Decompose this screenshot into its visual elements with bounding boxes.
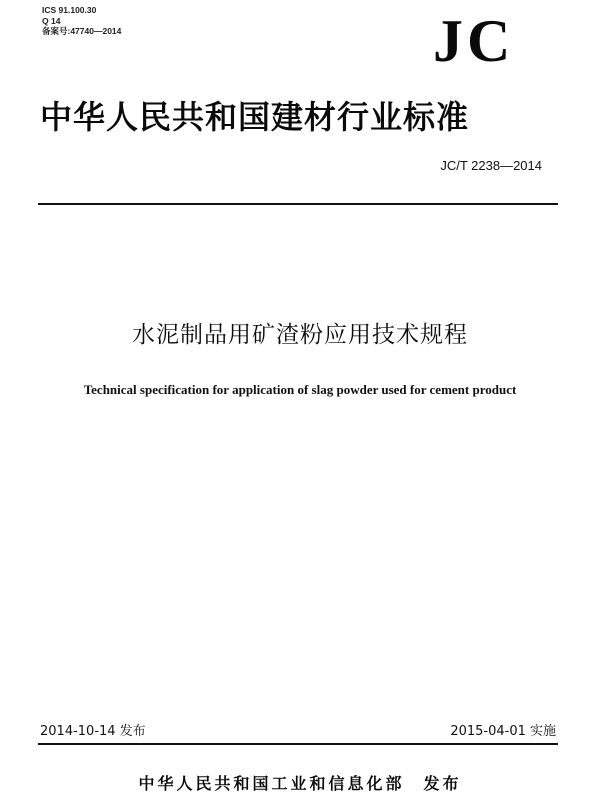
standard-code: JC/T 2238—2014 xyxy=(440,158,542,173)
jc-logo: JC xyxy=(433,8,515,74)
top-divider xyxy=(38,203,558,205)
publisher: 中华人民共和国工业和信息化部 发布 xyxy=(138,774,462,793)
meta-info xyxy=(42,5,121,37)
document-title-cn: 水泥制品用矿渣粉应用技术规程 xyxy=(132,322,468,348)
filing-number: 备案号:47740—2014 xyxy=(42,26,122,36)
ics-code: ICS 91.100.30 xyxy=(42,5,97,15)
issue-date: 2014-10-14 发布 xyxy=(40,724,146,739)
implementation-date: 2015-04-01 实施 xyxy=(450,724,556,739)
document-title-en: Technical specification for application of slag powder used for cement product xyxy=(83,382,517,397)
bottom-divider xyxy=(38,743,558,745)
standard-organization-title: 中华人民共和国建材行业标准 xyxy=(40,98,470,136)
classification-code: Q 14 xyxy=(42,15,61,26)
